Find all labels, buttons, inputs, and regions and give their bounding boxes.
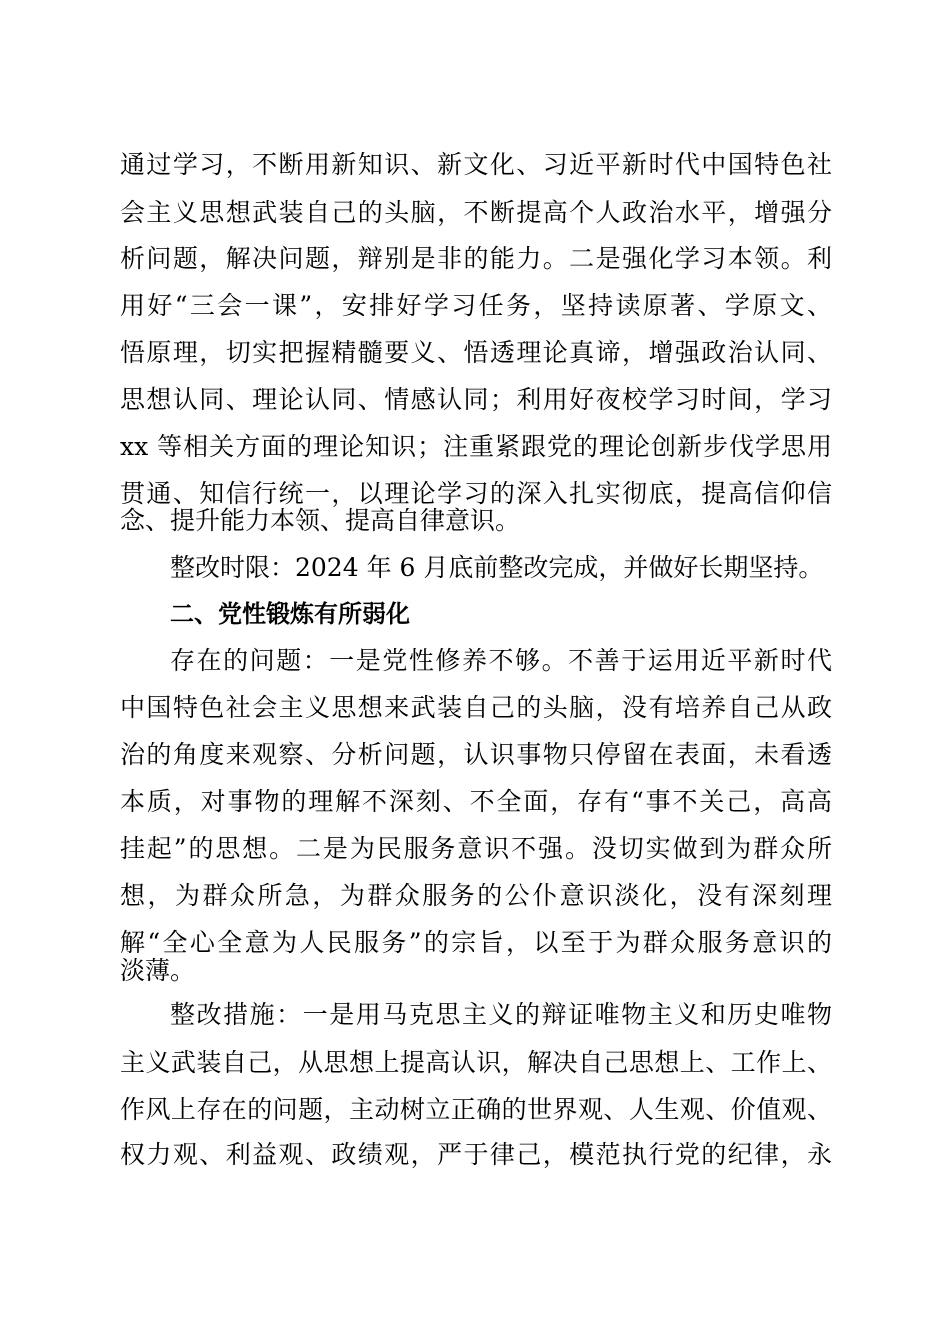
problems-paragraph-line-4: 本质，对事物的理解不深刻、不全面，存有“事不关己，高高 <box>120 787 832 816</box>
measures-paragraph-line-4: 权力观、利益观、政绩观，严于律己，模范执行党的纪律，永 <box>120 1140 832 1169</box>
paragraph-1-line-7: xx 等相关方面的理论知识；注重紧跟党的理论创新步伐学思用 <box>120 432 832 461</box>
paragraph-1-line-5: 悟原理，切实把握精髓要义、悟透理论真谛，增强政治认同、 <box>120 338 832 367</box>
paragraph-1-line-8: 贯通、知信行统一，以理论学习的深入扎实彻底，提高信仰信 <box>120 479 832 508</box>
paragraph-1-line-4: 用好“三会一课”，安排好学习任务，坚持读原著、学原文、 <box>120 291 832 320</box>
problems-paragraph-line-2: 中国特色社会主义思想来武装自己的头脑，没有培养自己从政 <box>120 693 832 722</box>
paragraph-1-line-2: 会主义思想武装自己的头脑，不断提高个人政治水平，增强分 <box>120 198 832 227</box>
section-heading: 二、党性锻炼有所弱化 <box>170 600 410 628</box>
problems-paragraph-line-1: 存在的问题：一是党性修养不够。不善于运用近平新时代 <box>170 646 832 675</box>
measures-paragraph-line-2: 主义武装自己，从思想上提高认识，解决自己思想上、工作上、 <box>120 1048 832 1077</box>
measures-paragraph-line-3: 作风上存在的问题，主动树立正确的世界观、人生观、价值观、 <box>120 1095 832 1124</box>
paragraph-1-line-1: 通过学习，不断用新知识、新文化、习近平新时代中国特色社 <box>120 150 832 179</box>
paragraph-1-line-6: 思想认同、理论认同、情感认同；利用好夜校学习时间，学习 <box>120 385 832 414</box>
problems-paragraph-line-6: 想，为群众所急，为群众服务的公仆意识淡化，没有深刻理 <box>120 881 832 910</box>
measures-paragraph-line-1: 整改措施：一是用马克思主义的辩证唯物主义和历史唯物 <box>170 1000 832 1029</box>
paragraph-1-line-3: 析问题，解决问题，辩别是非的能力。二是强化学习本领。利 <box>120 244 832 273</box>
problems-paragraph-line-7: 解“全心全意为人民服务”的宗旨，以至于为群众服务意识的 <box>120 928 832 957</box>
paragraph-1-line-9: 念、提升能力本领、提高自律意识。 <box>120 506 521 535</box>
problems-paragraph-line-5: 挂起”的思想。二是为民服务意识不强。没切实做到为群众所 <box>120 834 832 863</box>
problems-paragraph-line-3: 治的角度来观察、分析问题，认识事物只停留在表面，未看透 <box>120 740 832 769</box>
problems-paragraph-line-8: 淡薄。 <box>120 956 196 985</box>
deadline-paragraph: 整改时限：2024 年 6 月底前整改完成，并做好长期坚持。 <box>170 553 824 582</box>
